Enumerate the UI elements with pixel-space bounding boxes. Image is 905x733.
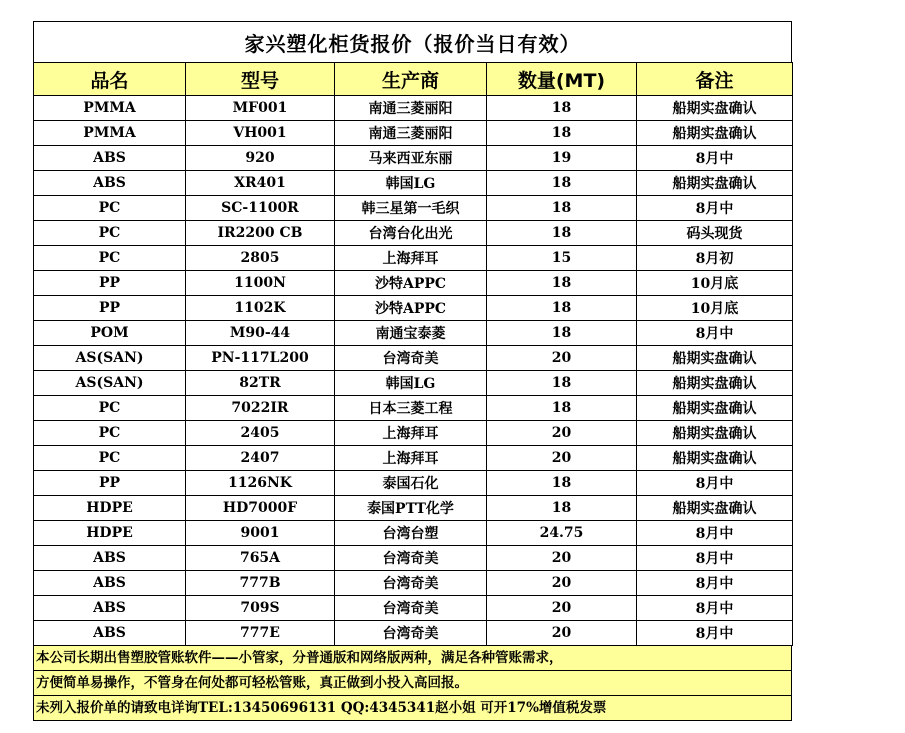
- quantity-cell: 18: [487, 296, 637, 321]
- model-cell: IR2200 CB: [186, 221, 335, 246]
- quantity-cell: 20: [487, 571, 637, 596]
- table-row: [34, 621, 793, 646]
- table-row: [34, 346, 793, 371]
- remarks-cell: 8月中: [637, 571, 793, 596]
- quantity-cell: 18: [487, 396, 637, 421]
- remarks-cell: 8月中: [637, 621, 793, 646]
- remarks-cell: 码头现货: [637, 221, 793, 246]
- model-cell: 2407: [186, 446, 335, 471]
- remarks-cell: 船期实盘确认: [637, 446, 793, 471]
- model-cell: XR401: [186, 171, 335, 196]
- product-cell: PC: [34, 396, 186, 421]
- product-cell: PC: [34, 421, 186, 446]
- remarks-cell: 8月中: [637, 521, 793, 546]
- table-row: [34, 221, 793, 246]
- quantity-cell: 18: [487, 196, 637, 221]
- model-cell: 9001: [186, 521, 335, 546]
- quantity-cell: 19: [487, 146, 637, 171]
- table-row: [34, 521, 793, 546]
- table-row: [34, 121, 793, 146]
- remarks-cell: 8月中: [637, 596, 793, 621]
- product-cell: HDPE: [34, 496, 186, 521]
- model-cell: 777E: [186, 621, 335, 646]
- remarks-cell: 8月中: [637, 196, 793, 221]
- remarks-cell: 船期实盘确认: [637, 396, 793, 421]
- table-row: [34, 596, 793, 621]
- remarks-cell: 8月中: [637, 546, 793, 571]
- manufacturer-cell: 上海拜耳: [335, 446, 487, 471]
- product-cell: ABS: [34, 546, 186, 571]
- table-row: [34, 171, 793, 196]
- quantity-cell: 24.75: [487, 521, 637, 546]
- product-cell: PP: [34, 271, 186, 296]
- product-cell: AS(SAN): [34, 346, 186, 371]
- remarks-cell: 10月底: [637, 271, 793, 296]
- remarks-cell: 8月中: [637, 146, 793, 171]
- model-cell: MF001: [186, 96, 335, 121]
- quantity-cell: 18: [487, 496, 637, 521]
- table-row: [34, 296, 793, 321]
- quantity-cell: 20: [487, 546, 637, 571]
- notes-section: [33, 646, 792, 721]
- column-header-product: 品名: [34, 63, 186, 96]
- model-cell: 2405: [186, 421, 335, 446]
- quantity-cell: 20: [487, 446, 637, 471]
- column-header-remarks: 备注: [637, 63, 793, 96]
- product-cell: ABS: [34, 621, 186, 646]
- manufacturer-cell: 南通宝泰菱: [335, 321, 487, 346]
- remarks-cell: 8月初: [637, 246, 793, 271]
- manufacturer-cell: 泰国石化: [335, 471, 487, 496]
- model-cell: 2805: [186, 246, 335, 271]
- manufacturer-cell: 韩国LG: [335, 371, 487, 396]
- manufacturer-cell: 台湾奇美: [335, 346, 487, 371]
- manufacturer-cell: 日本三菱工程: [335, 396, 487, 421]
- quantity-cell: 20: [487, 421, 637, 446]
- manufacturer-cell: 泰国PTT化学: [335, 496, 487, 521]
- remarks-cell: 船期实盘确认: [637, 346, 793, 371]
- table-row: [34, 246, 793, 271]
- remarks-cell: 船期实盘确认: [637, 171, 793, 196]
- model-cell: M90-44: [186, 321, 335, 346]
- column-header-model: 型号: [186, 63, 335, 96]
- manufacturer-cell: 台湾奇美: [335, 596, 487, 621]
- quantity-cell: 18: [487, 221, 637, 246]
- remarks-cell: 船期实盘确认: [637, 496, 793, 521]
- table-row: [34, 271, 793, 296]
- remarks-cell: 船期实盘确认: [637, 121, 793, 146]
- manufacturer-cell: 沙特APPC: [335, 271, 487, 296]
- column-header-quantity: 数量(MT): [487, 63, 637, 96]
- quantity-cell: 20: [487, 621, 637, 646]
- quantity-cell: 15: [487, 246, 637, 271]
- manufacturer-cell: 上海拜耳: [335, 246, 487, 271]
- model-cell: VH001: [186, 121, 335, 146]
- note-line: 本公司长期出售塑胶管账软件——小管家，分普通版和网络版两种，满足各种管账需求，: [33, 646, 792, 671]
- header-row: [34, 63, 793, 96]
- manufacturer-cell: 台湾奇美: [335, 571, 487, 596]
- manufacturer-cell: 韩三星第一毛织: [335, 196, 487, 221]
- quantity-cell: 18: [487, 321, 637, 346]
- manufacturer-cell: 南通三菱丽阳: [335, 121, 487, 146]
- table-row: [34, 146, 793, 171]
- quantity-cell: 20: [487, 596, 637, 621]
- manufacturer-cell: 台湾奇美: [335, 546, 487, 571]
- model-cell: SC-1100R: [186, 196, 335, 221]
- product-cell: POM: [34, 321, 186, 346]
- product-cell: PC: [34, 246, 186, 271]
- product-cell: PP: [34, 471, 186, 496]
- manufacturer-cell: 南通三菱丽阳: [335, 96, 487, 121]
- table-row: [34, 546, 793, 571]
- product-cell: AS(SAN): [34, 371, 186, 396]
- product-cell: ABS: [34, 146, 186, 171]
- remarks-cell: 8月中: [637, 471, 793, 496]
- model-cell: 1100N: [186, 271, 335, 296]
- remarks-cell: 10月底: [637, 296, 793, 321]
- product-cell: PC: [34, 221, 186, 246]
- remarks-cell: 船期实盘确认: [637, 421, 793, 446]
- product-cell: ABS: [34, 571, 186, 596]
- quantity-cell: 18: [487, 171, 637, 196]
- manufacturer-cell: 台湾台化出光: [335, 221, 487, 246]
- model-cell: 1126NK: [186, 471, 335, 496]
- quantity-cell: 18: [487, 96, 637, 121]
- note-line: 方便简单易操作，不管身在何处都可轻松管账，真正做到小投入高回报。: [33, 671, 792, 696]
- quantity-cell: 18: [487, 471, 637, 496]
- manufacturer-cell: 台湾台塑: [335, 521, 487, 546]
- remarks-cell: 船期实盘确认: [637, 371, 793, 396]
- product-cell: PMMA: [34, 96, 186, 121]
- model-cell: 7022IR: [186, 396, 335, 421]
- table-row: [34, 471, 793, 496]
- table-row: [34, 196, 793, 221]
- product-cell: ABS: [34, 596, 186, 621]
- model-cell: 920: [186, 146, 335, 171]
- quantity-cell: 18: [487, 121, 637, 146]
- quantity-cell: 18: [487, 271, 637, 296]
- table-row: [34, 96, 793, 121]
- table-row: [34, 371, 793, 396]
- price-table: [33, 62, 793, 646]
- quantity-cell: 18: [487, 371, 637, 396]
- manufacturer-cell: 韩国LG: [335, 171, 487, 196]
- model-cell: 777B: [186, 571, 335, 596]
- price-sheet: [33, 21, 792, 721]
- note-line: 未列入报价单的请致电详询TEL:13450696131 QQ:4345341赵小姐 可开17%增值税发票: [33, 696, 792, 721]
- product-cell: PMMA: [34, 121, 186, 146]
- table-row: [34, 571, 793, 596]
- table-row: [34, 496, 793, 521]
- model-cell: PN-117L200: [186, 346, 335, 371]
- remarks-cell: 8月中: [637, 321, 793, 346]
- quantity-cell: 20: [487, 346, 637, 371]
- column-header-manufacturer: 生产商: [335, 63, 487, 96]
- product-cell: HDPE: [34, 521, 186, 546]
- product-cell: PP: [34, 296, 186, 321]
- table-row: [34, 421, 793, 446]
- model-cell: 709S: [186, 596, 335, 621]
- product-cell: PC: [34, 446, 186, 471]
- model-cell: HD7000F: [186, 496, 335, 521]
- model-cell: 1102K: [186, 296, 335, 321]
- model-cell: 82TR: [186, 371, 335, 396]
- manufacturer-cell: 上海拜耳: [335, 421, 487, 446]
- product-cell: PC: [34, 196, 186, 221]
- manufacturer-cell: 台湾奇美: [335, 621, 487, 646]
- product-cell: ABS: [34, 171, 186, 196]
- manufacturer-cell: 沙特APPC: [335, 296, 487, 321]
- manufacturer-cell: 马来西亚东丽: [335, 146, 487, 171]
- table-row: [34, 446, 793, 471]
- sheet-title: 家兴塑化柜货报价（报价当日有效）: [33, 21, 792, 62]
- remarks-cell: 船期实盘确认: [637, 96, 793, 121]
- table-row: [34, 321, 793, 346]
- model-cell: 765A: [186, 546, 335, 571]
- table-row: [34, 396, 793, 421]
